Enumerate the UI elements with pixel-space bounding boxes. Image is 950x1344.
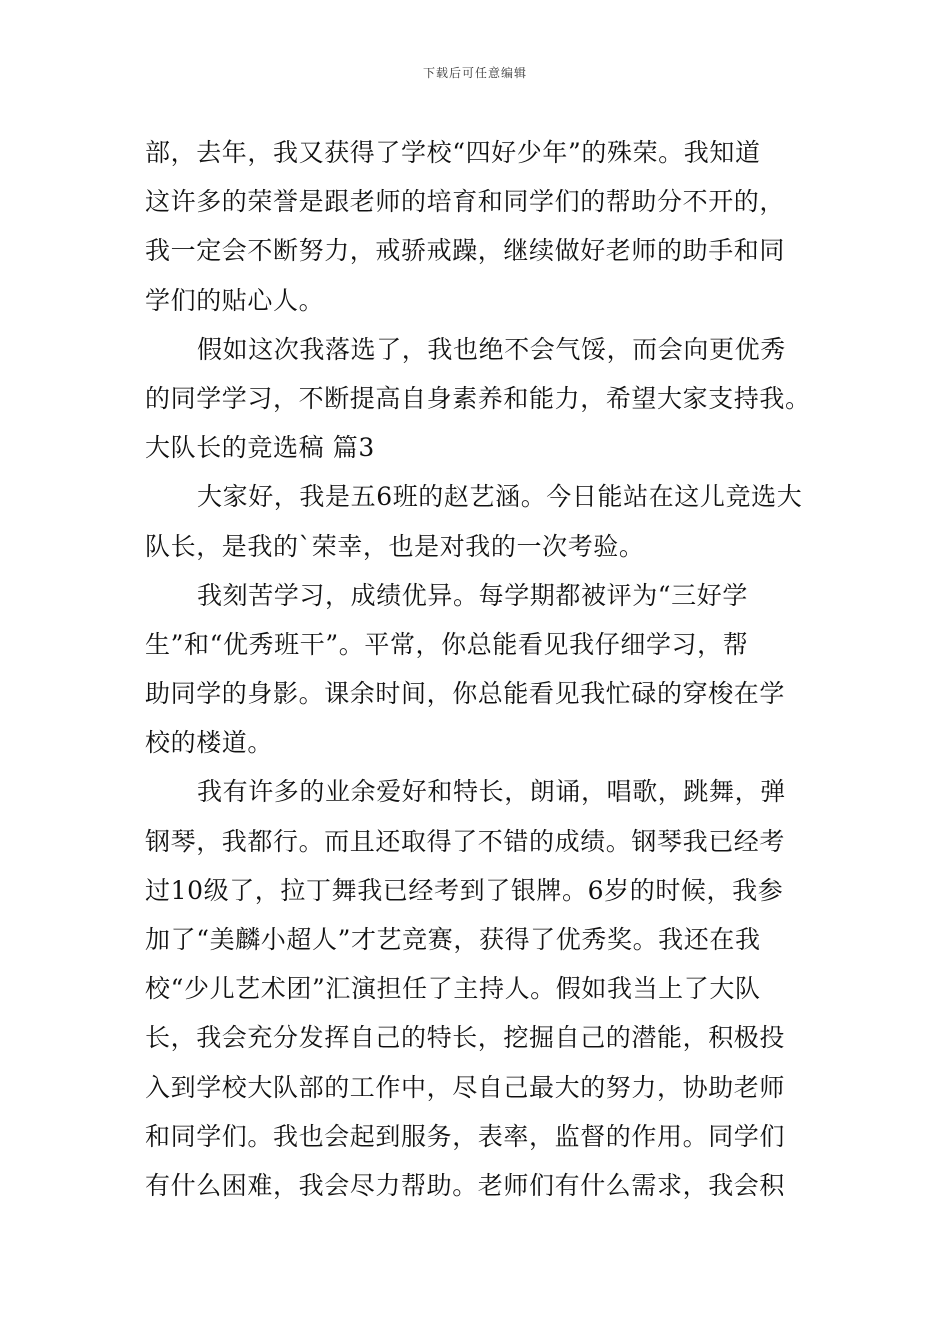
text-line: 助同学的身影。课余时间，你总能看见我忙碌的穿梭在学: [145, 679, 786, 709]
text-line: 的同学学习，不断提高自身素养和能力，希望大家支持我。: [145, 383, 811, 413]
text-line: 长，我会充分发挥自己的特长，挖掘自己的潜能，积极投: [145, 1023, 786, 1053]
paragraph-first-line: 我刻苦学习，成绩优异。每学期都被评为“三好学: [197, 580, 748, 610]
text-line: 队长，是我的`荣幸，也是对我的一次考验。: [145, 531, 645, 561]
text-line: 入到学校大队部的工作中，尽自己最大的努力，协助老师: [145, 1072, 786, 1102]
document-body: [145, 128, 810, 1210]
paragraph-first-line: 大家好，我是五6班的赵艺涵。今日能站在这儿竞选大: [197, 482, 803, 512]
text-line: 和同学们。我也会起到服务，表率，监督的作用。同学们: [145, 1121, 786, 1151]
page-header-note: 下载后可任意编辑: [422, 66, 527, 80]
text-line: 生”和“优秀班干”。平常，你总能看见我仔细学习，帮: [145, 629, 749, 659]
text-line: 校的楼道。: [145, 728, 274, 758]
paragraph-first-line: 假如这次我落选了，我也绝不会气馁，而会向更优秀: [197, 334, 786, 364]
text-line: 部，去年，我又获得了学校“四好少年”的殊荣。我知道: [145, 138, 761, 167]
text-line: 钢琴，我都行。而且还取得了不错的成绩。钢琴我已经考: [145, 826, 786, 856]
text-line: 学们的贴心人。: [145, 285, 325, 315]
section-heading: 大队长的竞选稿 篇3: [145, 433, 375, 463]
text-line: 我一定会不断努力，戒骄戒躁，继续做好老师的助手和同: [145, 236, 786, 266]
text-line: 这许多的荣誉是跟老师的培育和同学们的帮助分不开的，: [145, 187, 786, 217]
text-line: 过10级了，拉丁舞我已经考到了银牌。6岁的时候，我参: [145, 875, 784, 905]
text-line: 校“少儿艺术团”汇演担任了主持人。假如我当上了大队: [145, 974, 761, 1004]
text-line: 有什么困难，我会尽力帮助。老师们有什么需求，我会积: [145, 1170, 786, 1200]
text-line: 加了“美麟小超人”才艺竞赛，获得了优秀奖。我还在我: [145, 925, 761, 954]
paragraph-first-line: 我有许多的业余爱好和特长，朗诵，唱歌，跳舞，弹: [197, 777, 786, 807]
